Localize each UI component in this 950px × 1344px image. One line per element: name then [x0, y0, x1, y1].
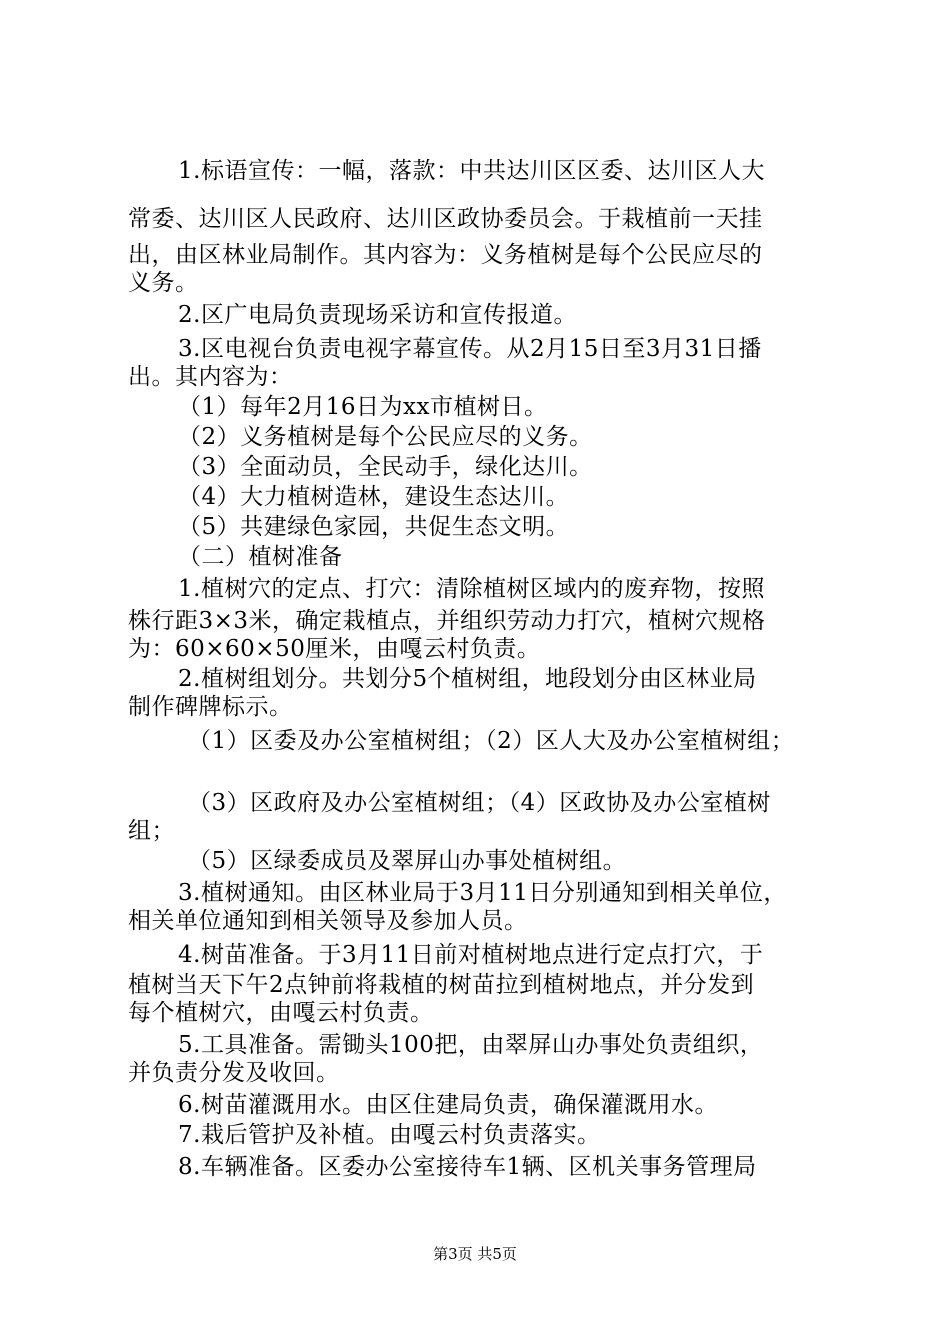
text-line: 2.植树组划分。共划分5个植树组，地段划分由区林业局: [178, 666, 757, 692]
section-heading: （二）植树准备: [178, 544, 343, 570]
text-line: 出。其内容为：: [128, 364, 293, 390]
text-line: 每个植树穴，由嘎云村负责。: [128, 1000, 434, 1026]
text-line: 2.区广电局负责现场采访和宣传报道。: [178, 302, 577, 328]
text-line: 组；: [128, 818, 175, 844]
text-line: 并负责分发及收回。: [128, 1060, 340, 1086]
text-line: 5.工具准备。需锄头100把，由翠屏山办事处负责组织，: [178, 1032, 764, 1058]
text-line: 7.栽后管护及补植。由嘎云村负责落实。: [178, 1122, 601, 1148]
text-line: 8.车辆准备。区委办公室接待车1辆、区机关事务管理局: [178, 1154, 757, 1180]
text-line: （3）区政府及办公室植树组；（4）区政协及办公室植树: [188, 790, 771, 816]
text-line: （4）大力植树造林，建设生态达川。: [178, 484, 570, 510]
text-line: 相关单位通知到相关领导及参加人员。: [128, 908, 528, 934]
text-line: 出，由区林业局制作。其内容为：义务植树是每个公民应尽的: [128, 242, 763, 268]
text-line: 1.标语宣传：一幅，落款：中共达川区区委、达川区人大: [178, 158, 765, 184]
text-line: 常委、达川区人民政府、达川区政协委员会。于栽植前一天挂: [128, 206, 763, 232]
text-line: （5）共建绿色家园，共促生态文明。: [178, 514, 570, 540]
text-line: 1.植树穴的定点、打穴：清除植树区域内的废弃物，按照: [178, 576, 765, 602]
text-line: （2）义务植树是每个公民应尽的义务。: [178, 424, 593, 450]
text-line: 为：60×60×50厘米，由嘎云村负责。: [128, 636, 541, 662]
text-line: （1）每年2月16日为xx市植树日。: [178, 394, 548, 420]
text-line: 制作碑牌标示。: [128, 694, 293, 720]
page-number-footer: 第3页 共5页: [433, 1245, 517, 1263]
text-line: （5）区绿委成员及翠屏山办事处植树组。: [188, 848, 627, 874]
text-line: 3.植树通知。由区林业局于3月11日分别通知到相关单位，: [178, 880, 787, 906]
text-line: 4.树苗准备。于3月11日前对植树地点进行定点打穴，于: [178, 942, 764, 968]
text-line: 义务。: [128, 270, 199, 296]
text-line: 株行距3×3米，确定栽植点，并组织劳动力打穴，植树穴规格: [128, 608, 766, 634]
text-line: 植树当天下午2点钟前将栽植的树苗拉到植树地点，并分发到: [128, 972, 755, 998]
text-line: （1）区委及办公室植树组；（2）区人大及办公室植树组；: [188, 728, 795, 754]
text-line: 3.区电视台负责电视字幕宣传。从2月15日至3月31日播: [178, 336, 762, 362]
text-line: 6.树苗灌溉用水。由区住建局负责，确保灌溉用水。: [178, 1092, 718, 1118]
text-line: （3）全面动员，全民动手，绿化达川。: [178, 454, 593, 480]
